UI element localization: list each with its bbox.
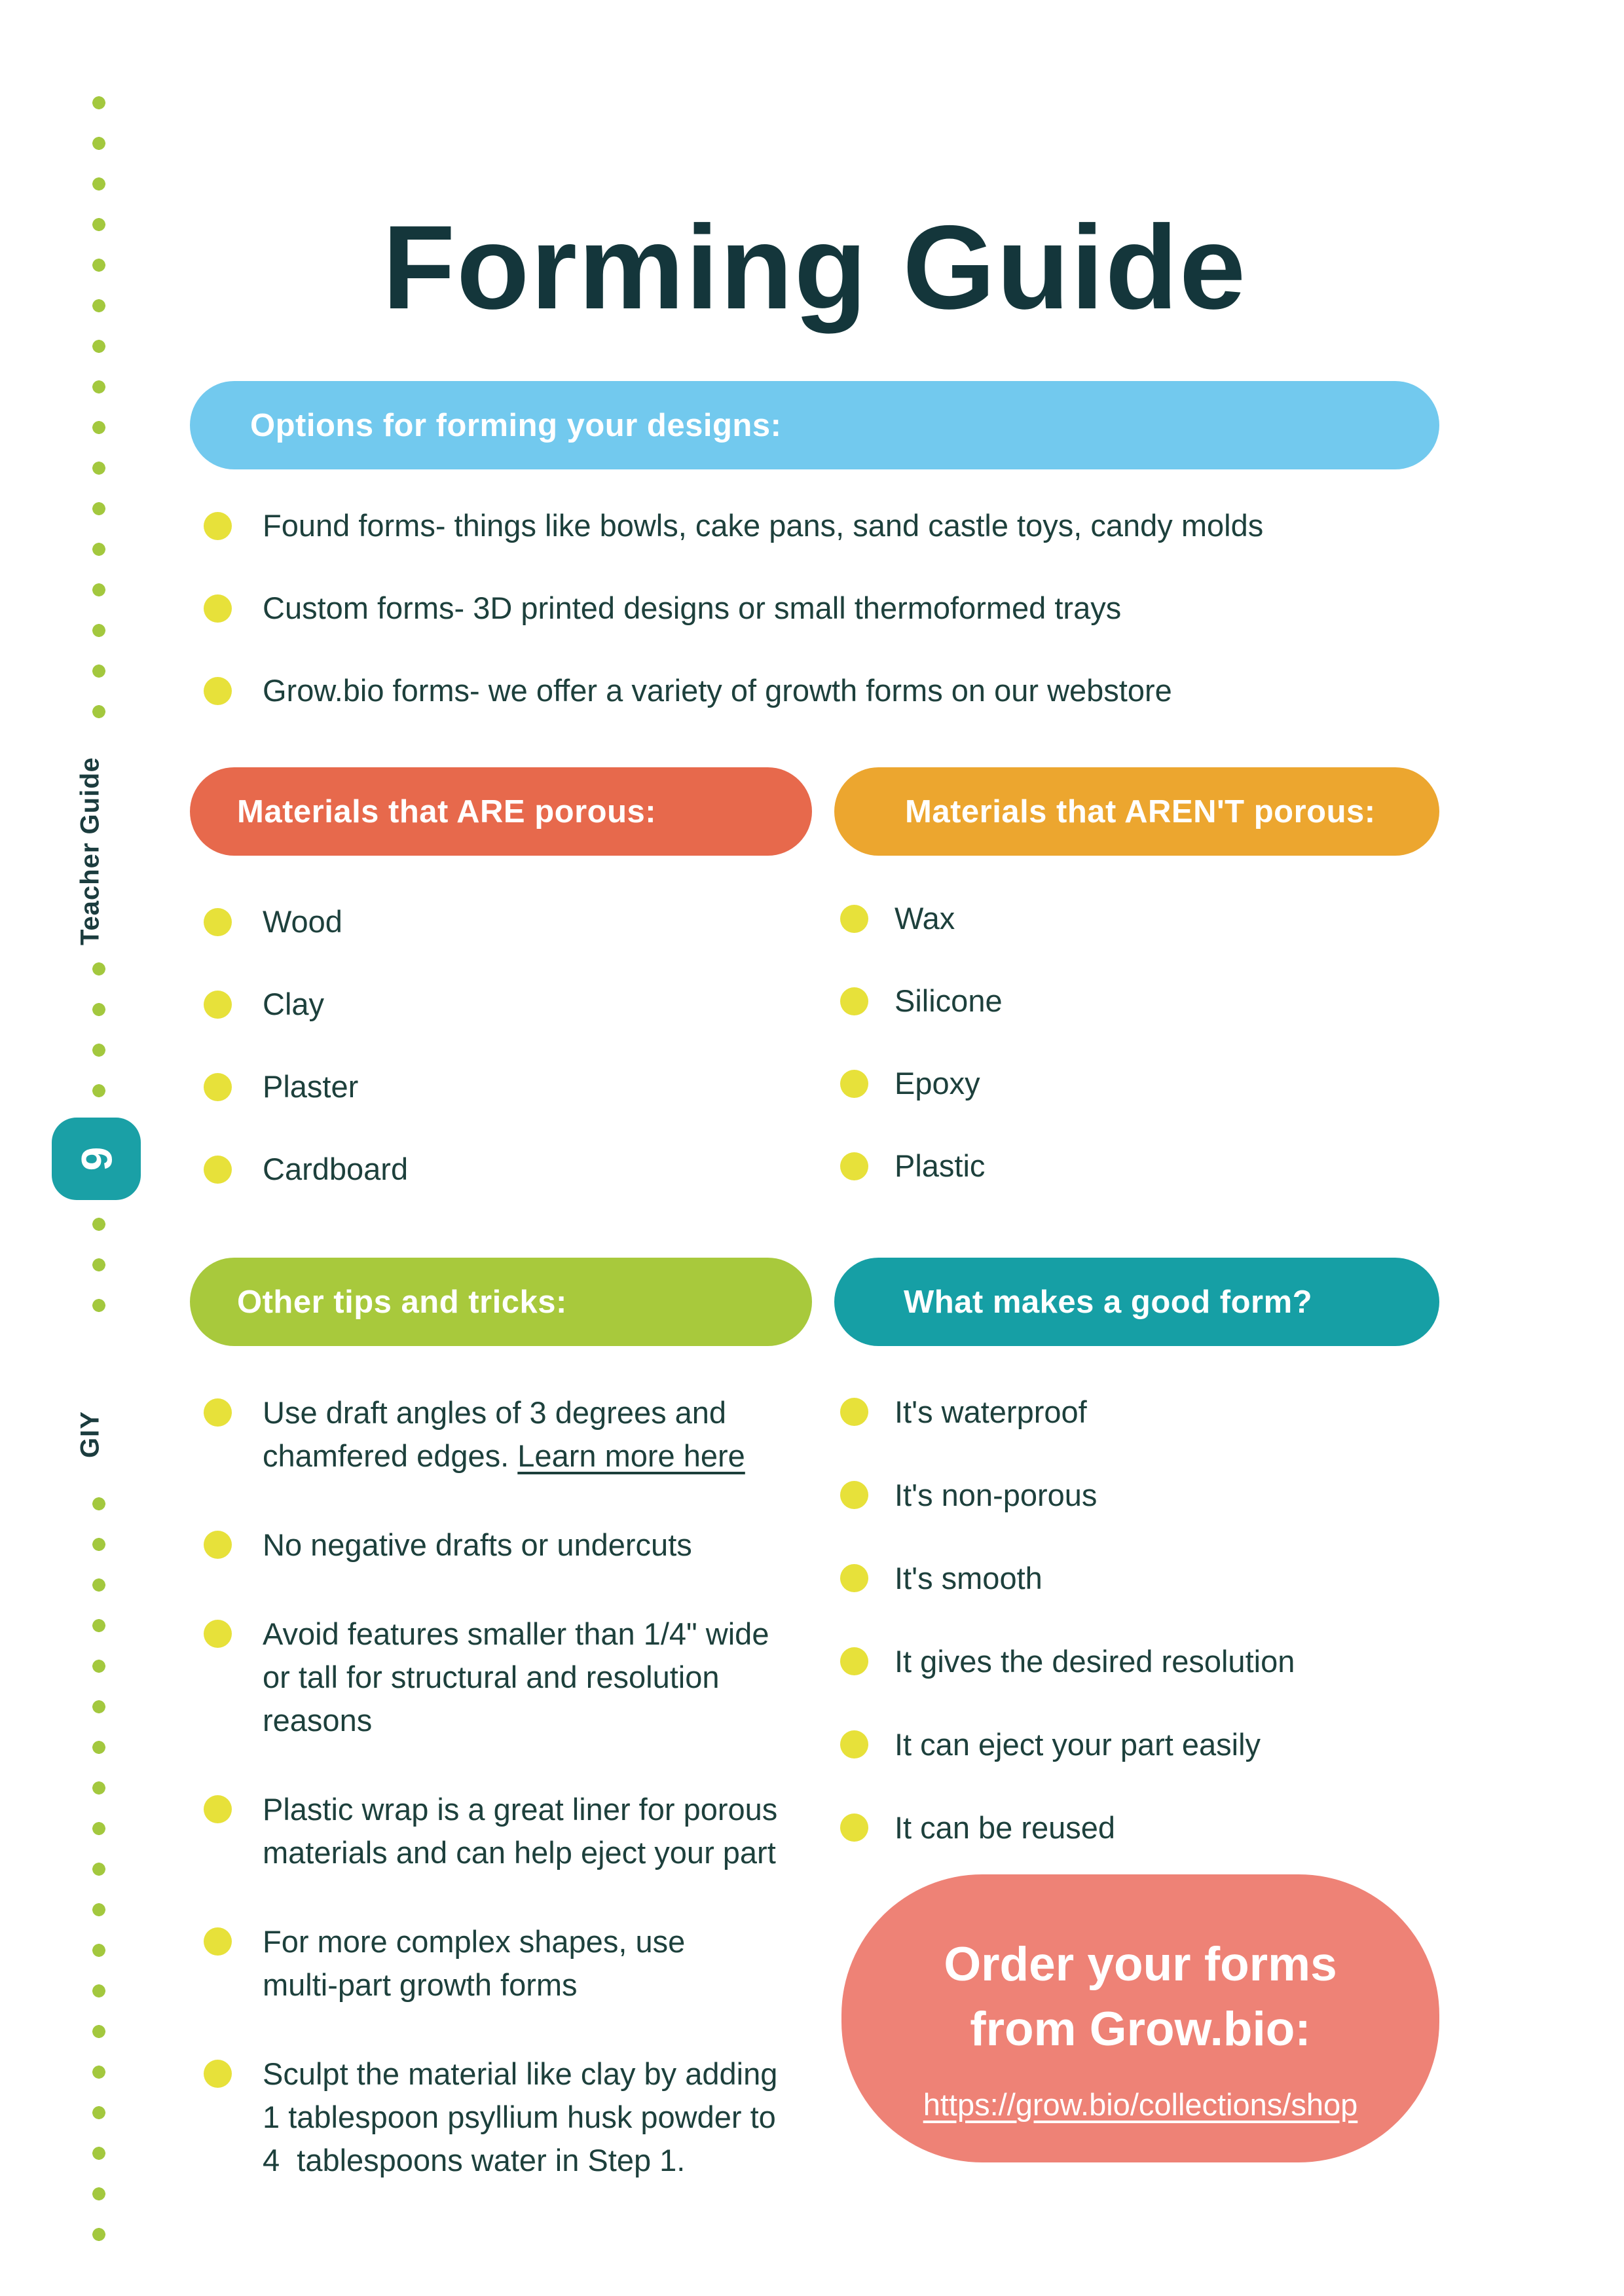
tip-text xyxy=(263,1613,769,1742)
list-item xyxy=(190,484,1439,567)
bullet-icon xyxy=(204,1531,232,1559)
order-callout-heading xyxy=(841,1874,1439,2062)
list-item-text: Silicone xyxy=(895,983,1003,1018)
list-item xyxy=(821,960,1003,1042)
tip-text xyxy=(263,1920,685,2007)
list-item xyxy=(190,1391,812,1478)
bullet-icon xyxy=(204,1795,232,1823)
order-callout xyxy=(841,1874,1439,2162)
learn-more-link[interactable]: Learn more here xyxy=(517,1438,745,1473)
bullet-icon xyxy=(204,2060,232,2088)
tip-line: Sculpt the material like clay by adding xyxy=(263,2056,778,2091)
list-item xyxy=(190,649,1439,732)
list-item-text: Found forms- things like bowls, cake pans, sand castle toys, candy molds xyxy=(263,508,1264,543)
list-item xyxy=(190,1523,812,1567)
bullet-icon xyxy=(204,1073,232,1101)
list-item-text: Grow.bio forms- we offer a variety of growth forms on our webstore xyxy=(263,673,1172,708)
list-item-text: It gives the desired resolution xyxy=(895,1643,1295,1679)
options-list xyxy=(190,484,1439,732)
tip-line: reasons xyxy=(263,1703,373,1738)
section-header-options: Options for forming your designs: xyxy=(190,381,1439,469)
tip-text xyxy=(263,1788,777,1874)
bullet-icon xyxy=(204,1927,232,1956)
list-item-text: Wax xyxy=(895,901,955,936)
tip-line: No negative drafts or undercuts xyxy=(263,1527,692,1562)
list-item xyxy=(190,1613,812,1742)
bullet-icon xyxy=(840,1564,868,1592)
bullet-icon xyxy=(204,512,232,540)
bullet-icon xyxy=(204,1156,232,1184)
dotted-line-bottom xyxy=(90,1496,107,2249)
tips-list xyxy=(190,1391,812,2228)
tip-line: or tall for structural and resolution xyxy=(263,1660,720,1694)
page-number: 9 xyxy=(72,1146,120,1171)
list-item xyxy=(190,2052,812,2182)
tip-text xyxy=(263,2052,777,2182)
list-item xyxy=(821,1391,1295,1432)
bullet-icon xyxy=(840,1398,868,1426)
tip-line: materials and can help eject your part xyxy=(263,1835,776,1870)
list-item-text: Plaster xyxy=(263,1069,359,1104)
list-item xyxy=(821,1641,1295,1682)
page-number-badge xyxy=(52,1118,141,1200)
bullet-icon xyxy=(840,1070,868,1098)
list-item-text: It can be reused xyxy=(895,1810,1116,1845)
list-item-text: Custom forms- 3D printed designs or small thermoformed trays xyxy=(263,591,1122,625)
bullet-icon xyxy=(204,991,232,1019)
tip-text xyxy=(263,1391,745,1478)
tip-line: multi-part growth forms xyxy=(263,1967,578,2002)
list-item-text: It's smooth xyxy=(895,1560,1043,1595)
list-item xyxy=(821,1807,1295,1848)
list-item xyxy=(190,567,1439,649)
dotted-line-mid-1 xyxy=(90,961,107,1120)
list-item xyxy=(190,1788,812,1874)
page-title: Forming Guide xyxy=(382,200,1247,334)
list-item-text: It can eject your part easily xyxy=(895,1726,1261,1762)
list-item xyxy=(821,877,1003,960)
good-form-list xyxy=(821,1391,1295,1890)
list-item xyxy=(190,963,408,1046)
tip-line: Avoid features smaller than 1/4" wide xyxy=(263,1616,769,1651)
list-item xyxy=(190,1046,408,1128)
list-item-text: It's waterproof xyxy=(895,1394,1087,1429)
list-item-text: Cardboard xyxy=(263,1152,409,1186)
bullet-icon xyxy=(840,987,868,1015)
order-heading-line: Order your forms xyxy=(944,1938,1337,1991)
bullet-icon xyxy=(840,1152,868,1180)
list-item-text: Epoxy xyxy=(895,1066,980,1101)
sidebar-label-teacher-guide: Teacher Guide xyxy=(75,757,105,946)
non-porous-materials-list xyxy=(821,877,1003,1207)
bullet-icon xyxy=(204,1620,232,1648)
bullet-icon xyxy=(840,905,868,933)
shop-link[interactable]: https://grow.bio/collections/shop xyxy=(923,2087,1358,2122)
bullet-icon xyxy=(840,1730,868,1758)
tip-line-text: chamfered edges. xyxy=(263,1438,518,1473)
list-item-text: Clay xyxy=(263,987,325,1021)
bullet-icon xyxy=(204,908,232,936)
list-item xyxy=(821,1125,1003,1207)
bullet-icon xyxy=(840,1647,868,1675)
dotted-line-mid-2 xyxy=(90,1216,107,1334)
list-item xyxy=(190,1128,408,1211)
tip-text xyxy=(263,1523,692,1567)
bullet-icon xyxy=(204,1398,232,1427)
tip-line: 4 tablespoons water in Step 1. xyxy=(263,2143,686,2178)
tip-line: For more complex shapes, use xyxy=(263,1924,686,1959)
section-header-non-porous: Materials that AREN'T porous: xyxy=(834,767,1439,856)
list-item-text: Wood xyxy=(263,904,342,939)
list-item xyxy=(821,1558,1295,1599)
bullet-icon xyxy=(840,1481,868,1509)
bullet-icon xyxy=(204,594,232,623)
porous-materials-list xyxy=(190,881,408,1211)
sidebar-label-giy: GIY xyxy=(75,1411,105,1458)
bullet-icon xyxy=(204,677,232,705)
section-header-good-form: What makes a good form? xyxy=(834,1258,1439,1346)
list-item-text: Plastic xyxy=(895,1148,986,1183)
tip-line: Use draft angles of 3 degrees and xyxy=(263,1395,727,1430)
tip-line: Plastic wrap is a great liner for porous xyxy=(263,1792,778,1827)
bullet-icon xyxy=(840,1813,868,1842)
section-header-porous: Materials that ARE porous: xyxy=(190,767,812,856)
tip-line xyxy=(263,1434,745,1478)
list-item xyxy=(190,1920,812,2007)
list-item xyxy=(190,881,408,963)
dotted-line-top xyxy=(90,95,107,744)
order-heading-line: from Grow.bio: xyxy=(970,2003,1311,2056)
list-item-text: It's non-porous xyxy=(895,1477,1098,1512)
section-header-tips: Other tips and tricks: xyxy=(190,1258,812,1346)
list-item xyxy=(821,1474,1295,1516)
list-item xyxy=(821,1042,1003,1125)
list-item xyxy=(821,1724,1295,1765)
tip-line: 1 tablespoon psyllium husk powder to xyxy=(263,2100,776,2134)
